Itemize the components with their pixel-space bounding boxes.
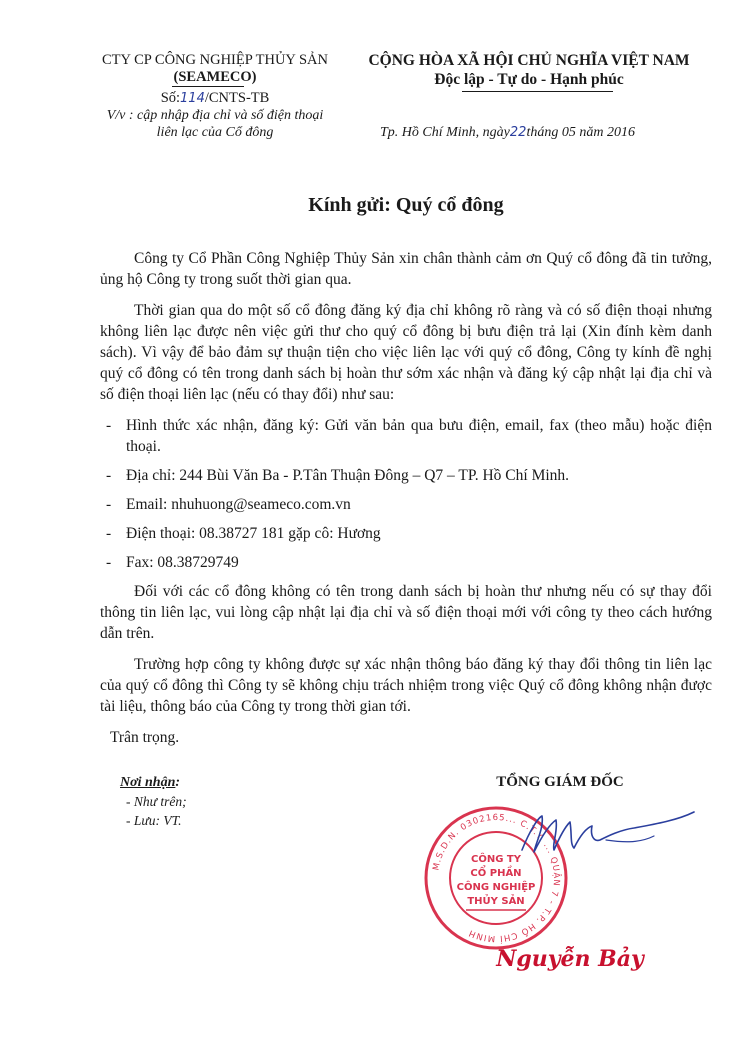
place-date-suffix: tháng 05 năm 2016	[526, 125, 635, 140]
closing: Trân trọng.	[110, 729, 180, 746]
paragraph-1: Công ty Cổ Phần Công Nghiệp Thủy Sản xin chân thành cảm ơn Quý cổ đông đã tin tưởng, ủng hộ Công ty trong suốt thời gian qua.	[100, 250, 712, 288]
list-item: - Điện thoại: 08.38727 181 gặp cô: Hương	[106, 525, 381, 542]
recipients-label	[120, 773, 187, 792]
company-abbrev: (SEAMECO)	[173, 69, 257, 85]
document-number	[70, 90, 360, 107]
letter-body	[100, 248, 712, 758]
company-header	[70, 52, 360, 141]
doc-no-suffix: /CNTS-TB	[204, 90, 270, 106]
subject-line-1: V/v : cập nhập địa chỉ và số điện thoại	[106, 108, 324, 123]
list-item: - Fax: 08.38729749	[106, 554, 239, 571]
handwritten-signature	[508, 806, 708, 868]
stamp-line-1: CÔNG TY	[471, 854, 521, 865]
list-item-text: Điện thoại: 08.38727 181 gặp cô: Hương	[126, 525, 381, 542]
signer-name: Nguyễn Bảy	[496, 946, 644, 972]
date-day-handwritten: 22	[509, 125, 527, 140]
stamp-line-2: CỔ PHẦN	[470, 868, 522, 879]
doc-no-handwritten: 114	[180, 91, 205, 106]
place-date	[380, 125, 720, 141]
nation-title: CỘNG HÒA XÃ HỘI CHỦ NGHĨA VIỆT NAM	[368, 52, 690, 69]
stamp-line-4: THỦY SẢN	[467, 896, 525, 907]
list-item-text: Email: nhuhuong@seameco.com.vn	[126, 496, 351, 513]
motto-underline	[462, 91, 613, 92]
list-item-text: Hình thức xác nhận, đăng ký: Gửi văn bản qua bưu điện, email, fax (theo mẫu) hoặc điện thoại.	[126, 417, 712, 455]
paragraph-2: Thời gian qua do một số cổ đông đăng ký địa chỉ không rõ ràng và có số điện thoại nhưng không liên lạc được nên việc gửi thư cho quý cổ đông bị bưu điện trả lại (Xin đính kèm danh sách). Vì vậy để bảo đảm sự thuận tiện cho việc liên lạc với quý cổ đông, Công ty kính đề nghị quý cổ đông có tên trong danh sách bị hoàn thư sớm xác nhận và đăng ký cập nhật lại địa chỉ và số điện thoại liên lạc (nếu có thay đổi) như sau:	[100, 302, 712, 403]
list-item-text: Fax: 08.38729749	[126, 554, 239, 571]
list-item-text: Địa chỉ: 244 Bùi Văn Ba - P.Tân Thuận Đông – Q7 – TP. Hồ Chí Minh.	[126, 467, 570, 484]
stamp-arc-text: M.S.D.N. 0302165... C.T.Y. ... QUẬN 7 - T.P. HỒ CHÍ MINH	[431, 812, 562, 944]
recipients-label-colon: :	[175, 775, 181, 790]
list-item: - Hình thức xác nhận, đăng ký: Gửi văn bản qua bưu điện, email, fax (theo mẫu) hoặc điện thoại.	[106, 417, 712, 455]
header-left-underline	[172, 86, 244, 87]
contact-list	[100, 415, 712, 573]
subject-line-2: liên lạc của Cổ đông	[156, 125, 274, 140]
stamp-line-3: CÔNG NGHIỆP	[456, 882, 536, 893]
company-name: CTY CP CÔNG NGHIỆP THỦY SẢN	[102, 52, 328, 68]
recipients-block	[120, 773, 187, 830]
nation-motto: Độc lập - Tự do - Hạnh phúc	[434, 71, 624, 88]
list-item: - Email: nhuhuong@seameco.com.vn	[106, 496, 351, 513]
signer-position: TỔNG GIÁM ĐỐC	[496, 774, 624, 790]
recipient-item: - Như trên;	[126, 794, 187, 809]
paragraph-3: Đối với các cổ đông không có tên trong danh sách bị hoàn thư nhưng nếu có sự thay đổi thông tin liên lạc, vui lòng cập nhật lại địa chỉ và số điện thoại mới với công ty theo cách hướng dẫn trên.	[100, 583, 712, 642]
recipients-label-text: Nơi nhận	[120, 775, 176, 790]
national-header	[340, 51, 718, 89]
letter-title: Kính gửi: Quý cổ đông	[308, 194, 504, 216]
list-item: - Địa chỉ: 244 Bùi Văn Ba - P.Tân Thuận Đông – Q7 – TP. Hồ Chí Minh.	[106, 467, 570, 484]
place-date-prefix: Tp. Hồ Chí Minh, ngày	[380, 125, 510, 140]
paragraph-4: Trường hợp công ty không được sự xác nhận thông báo đăng ký thay đổi thông tin liên lạc của quý cổ đông thì Công ty sẽ không chịu trách nhiệm trong việc Quý cổ đông không nhận được tài liệu, thông báo của Công ty trong thời gian tới.	[100, 656, 712, 715]
recipient-item: - Lưu: VT.	[126, 813, 182, 828]
doc-no-prefix: Số:	[160, 90, 181, 106]
